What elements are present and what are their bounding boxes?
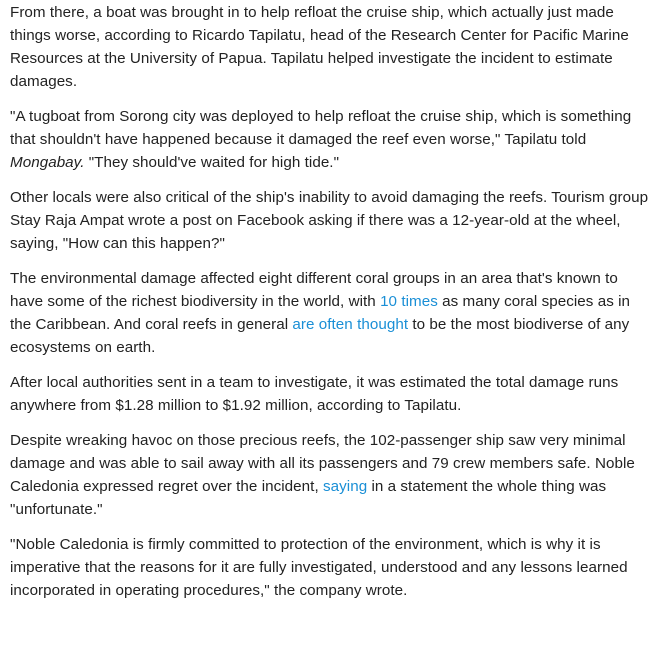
link-saying[interactable]: saying	[322, 478, 368, 495]
paragraph-company-statement	[10, 533, 649, 602]
paragraph-refloat	[10, 1, 649, 93]
paragraph-tugboat-quote	[10, 105, 649, 174]
paragraph-text: Other locals were also critical of the ship's inability to avoid damaging the reefs. Tourism group Stay Raja Ampat wrote a post on Facebook asking if there was a 12-year-old at the wheel, saying, "How can this happen?"	[10, 189, 649, 252]
paragraph-text: After local authorities sent in a team to investigate, it was estimated the total damage runs anywhere from $1.28 million to $1.92 million, according to Tapilatu.	[10, 374, 619, 414]
paragraph-environmental-damage	[10, 267, 649, 359]
paragraph-text-part2: as many coral species as in the Caribbean. And coral reefs in general	[10, 293, 631, 333]
paragraph-text-part3: to be the most biodiverse of any ecosystems on earth.	[10, 316, 630, 356]
article-body	[0, 1, 659, 602]
link-are-often-thought[interactable]: are often thought	[292, 316, 409, 333]
link-10-times[interactable]: 10 times	[380, 293, 438, 310]
paragraph-text: "Noble Caledonia is firmly committed to protection of the environment, which is why it is imperative that the reasons for it are fully investigated, understood and any lessons learned incorporated in operating procedures," the company wrote.	[10, 536, 628, 599]
quote-text-end: "They should've waited for high tide."	[84, 154, 340, 171]
paragraph-text: From there, a boat was brought in to help refloat the cruise ship, which actually just made things worse, according to Ricardo Tapilatu, head of the Research Center for Pacific Marine Resources at the University of Papua. Tapilatu helped investigate the incident to estimate damages.	[10, 4, 629, 90]
paragraph-locals-critical	[10, 186, 649, 255]
publication-name: Mongabay.	[10, 154, 85, 171]
paragraph-damage-estimate	[10, 371, 649, 417]
paragraph-text-part2: in a statement the whole thing was "unfortunate."	[10, 478, 607, 518]
quote-text: "A tugboat from Sorong city was deployed to help refloat the cruise ship, which is something that shouldn't have happened because it damaged the reef even worse," Tapilatu told	[10, 108, 632, 148]
paragraph-text-part1: Despite wreaking havoc on those precious reefs, the 102-passenger ship saw very minimal damage and was able to sail away with all its passengers and 79 crew members safe. Noble Caledonia expressed regret over the incident,	[10, 432, 635, 495]
paragraph-text-part1: The environmental damage affected eight different coral groups in an area that's known to have some of the richest biodiversity in the world, with	[10, 270, 618, 310]
paragraph-ship-damage	[10, 429, 649, 521]
